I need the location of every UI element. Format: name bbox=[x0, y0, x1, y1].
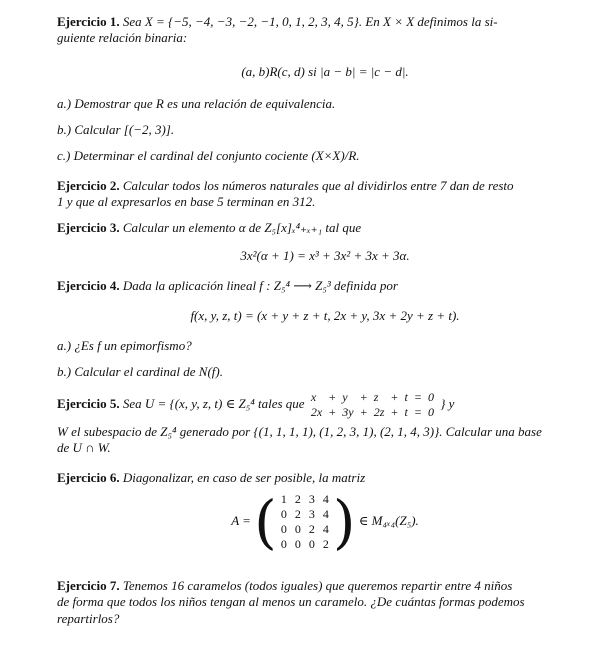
exercise-4-part-a: a.) ¿Es f un epimorfismo? bbox=[57, 338, 192, 353]
eq1-op: + bbox=[359, 390, 368, 404]
exercise-1-heading: Ejercicio 1. bbox=[57, 14, 120, 29]
exercise-1 bbox=[57, 14, 593, 47]
matrix-cell: 0 bbox=[294, 537, 301, 551]
eq1-op: + bbox=[390, 390, 399, 404]
matrix-cell: 2 bbox=[294, 507, 301, 521]
exercise-3-heading: Ejercicio 3. bbox=[57, 220, 120, 235]
exercise-3-text: Calcular un elemento α de Z₅[x]ₓ⁴₊ₓ₊₁ tal que bbox=[122, 220, 362, 235]
matrix-row bbox=[277, 492, 333, 507]
exercise-1-part-b: b.) Calcular [(−2, 3)]. bbox=[57, 122, 175, 137]
exercise-3-formula: 3x²(α + 1) = x³ + 3x² + 3x + 3α. bbox=[240, 248, 410, 263]
eq2-term: 0 bbox=[427, 405, 434, 419]
matrix-row bbox=[277, 522, 333, 537]
exercise-6-matrix-block bbox=[57, 488, 593, 556]
exercise-7-text-cont2: repartirlos? bbox=[57, 610, 120, 626]
eq2-term: 3y bbox=[342, 405, 354, 419]
exercise-5-intersection-text: de U ∩ W. bbox=[57, 440, 111, 456]
eq2-op: + bbox=[359, 405, 368, 419]
eq1-term: x bbox=[310, 390, 317, 404]
exercise-4 bbox=[57, 278, 593, 294]
exercise-5-eq-1 bbox=[308, 390, 437, 405]
eq1-term: z bbox=[373, 390, 379, 404]
exercise-5-eq-2 bbox=[308, 405, 437, 420]
exercise-1-formula: (a, b)R(c, d) si |a − b| = |c − d|. bbox=[241, 64, 409, 79]
matrix-row bbox=[277, 537, 333, 552]
exercise-4-heading: Ejercicio 4. bbox=[57, 278, 120, 293]
exercise-5-text-cont bbox=[57, 424, 593, 457]
eq1-op: + bbox=[328, 390, 337, 404]
matrix-cell: 4 bbox=[322, 522, 329, 536]
matrix-cell: 2 bbox=[322, 537, 329, 551]
exercise-6-rhs: ∈ M₄ₓ₄(Z₅). bbox=[358, 512, 419, 528]
matrix-cell: 0 bbox=[308, 537, 315, 551]
exercise-7-text: Tenemos 16 caramelos (todos iguales) que queremos repartir entre 4 niños bbox=[122, 578, 513, 593]
exercise-5-set-close: } y bbox=[440, 395, 455, 411]
exercise-4-part-b: b.) Calcular el cardinal de N(f). bbox=[57, 364, 223, 379]
eq1-term: t bbox=[404, 390, 408, 404]
matrix-cell: 0 bbox=[280, 537, 287, 551]
exercise-7 bbox=[57, 578, 593, 627]
exercise-6-text: Diagonalizar, en caso de ser posible, la matriz bbox=[122, 470, 366, 485]
exercise-2-text: Calcular todos los números naturales que al dividirlos entre 7 dan de resto bbox=[122, 178, 514, 193]
eq1-op: = bbox=[413, 390, 422, 404]
matrix-cell: 1 bbox=[280, 492, 287, 506]
exercise-5 bbox=[57, 390, 593, 420]
exercise-1-part-a: a.) Demostrar que R es una relación de equivalencia. bbox=[57, 96, 336, 111]
matrix-cell: 0 bbox=[280, 507, 287, 521]
exercise-2 bbox=[57, 178, 593, 211]
matrix-cell: 3 bbox=[308, 507, 315, 521]
exercise-1-part-c: c.) Determinar el cardinal del conjunto cociente (X×X)/R. bbox=[57, 148, 360, 163]
exercise-2-text-cont: 1 y que al expresarlos en base 5 terminan en 312. bbox=[57, 194, 316, 210]
eq2-term: t bbox=[404, 405, 408, 419]
exercise-7-heading: Ejercicio 7. bbox=[57, 578, 120, 593]
exercise-4-formula: f(x, y, z, t) = (x + y + z + t, 2x + y, 3x + 2y + z + t). bbox=[190, 308, 460, 323]
eq2-op: = bbox=[413, 405, 422, 419]
exercise-6 bbox=[57, 470, 593, 486]
exercise-1-text-cont: guiente relación binaria: bbox=[57, 30, 188, 46]
matrix-cell: 4 bbox=[322, 507, 329, 521]
exercise-5-subspace-text: W el subespacio de Z₅⁴ generado por {(1, 1, 1, 1), (1, 2, 3, 1), (2, 1, 4, 3)}. Calcular una base bbox=[57, 424, 542, 439]
exercise-2-heading: Ejercicio 2. bbox=[57, 178, 120, 193]
exercise-1-text: Sea X = {−5, −4, −3, −2, −1, 0, 1, 2, 3, 4, 5}. En X × X definimos la si- bbox=[122, 14, 498, 29]
exercise-5-set-open: Sea U = {(x, y, z, t) ∈ Z₅⁴ tales que bbox=[122, 395, 305, 411]
exercise-6-heading: Ejercicio 6. bbox=[57, 470, 120, 485]
exercise-6-lhs: A = bbox=[231, 512, 251, 528]
exercise-7-text-cont: de forma que todos los niños tengan al menos un caramelo. ¿De cuántas formas podemos bbox=[57, 594, 525, 610]
eq1-term: 0 bbox=[427, 390, 434, 404]
exercise-3 bbox=[57, 220, 593, 236]
exercise-5-heading: Ejercicio 5. bbox=[57, 395, 120, 411]
matrix-cell: 2 bbox=[294, 492, 301, 506]
matrix-cell: 0 bbox=[294, 522, 301, 536]
eq1-term: y bbox=[342, 390, 348, 404]
exercise-4-text: Dada la aplicación lineal f : Z₅⁴ ⟶ Z₅³ definida por bbox=[122, 278, 398, 293]
exercise-6-matrix bbox=[277, 492, 333, 552]
matrix-right-paren: ) bbox=[332, 488, 356, 556]
matrix-cell: 4 bbox=[322, 492, 329, 506]
matrix-cell: 3 bbox=[308, 492, 315, 506]
eq2-term: 2z bbox=[373, 405, 385, 419]
matrix-cell: 2 bbox=[308, 522, 315, 536]
matrix-left-paren: ( bbox=[254, 488, 277, 556]
eq2-term: 2x bbox=[310, 405, 323, 419]
eq2-op: + bbox=[328, 405, 337, 419]
exercise-5-system bbox=[308, 390, 437, 420]
matrix-row bbox=[277, 507, 333, 522]
matrix-cell: 0 bbox=[280, 522, 287, 536]
eq2-op: + bbox=[390, 405, 399, 419]
